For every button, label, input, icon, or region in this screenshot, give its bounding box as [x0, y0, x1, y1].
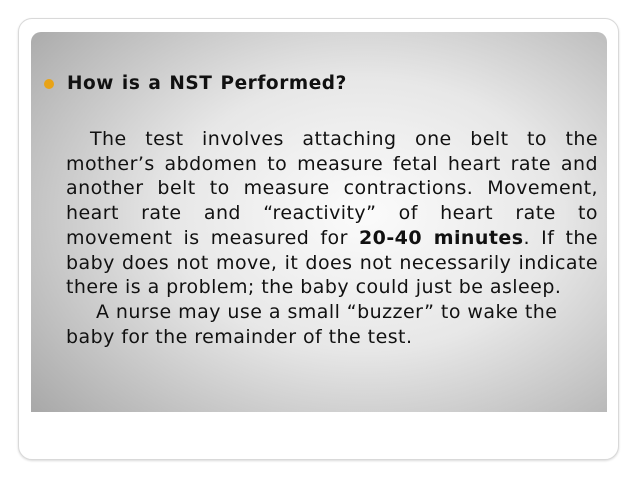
slide-heading: How is a NST Performed? [67, 73, 347, 94]
paragraph-2: A nurse may use a small “buzzer” to wake the baby for the remainder of the test. [66, 300, 558, 348]
paragraph-1-text-start: The test involves attaching one belt to the mother’s abdomen to measure fetal heart rate and another belt to measure contractions. Movement, heart rate and “reactivity” of heart rate to movement is measured for [66, 128, 598, 249]
bullet-dot-icon [44, 79, 54, 89]
body-text [66, 127, 598, 349]
bullet-item [44, 73, 347, 94]
duration-highlight: 20-40 minutes [358, 226, 524, 249]
paragraph-1 [66, 127, 598, 300]
paragraph-1-text-end: . If the baby does not move, it does not necessarily indicate there is a problem; the baby could just be asleep. [66, 226, 598, 299]
